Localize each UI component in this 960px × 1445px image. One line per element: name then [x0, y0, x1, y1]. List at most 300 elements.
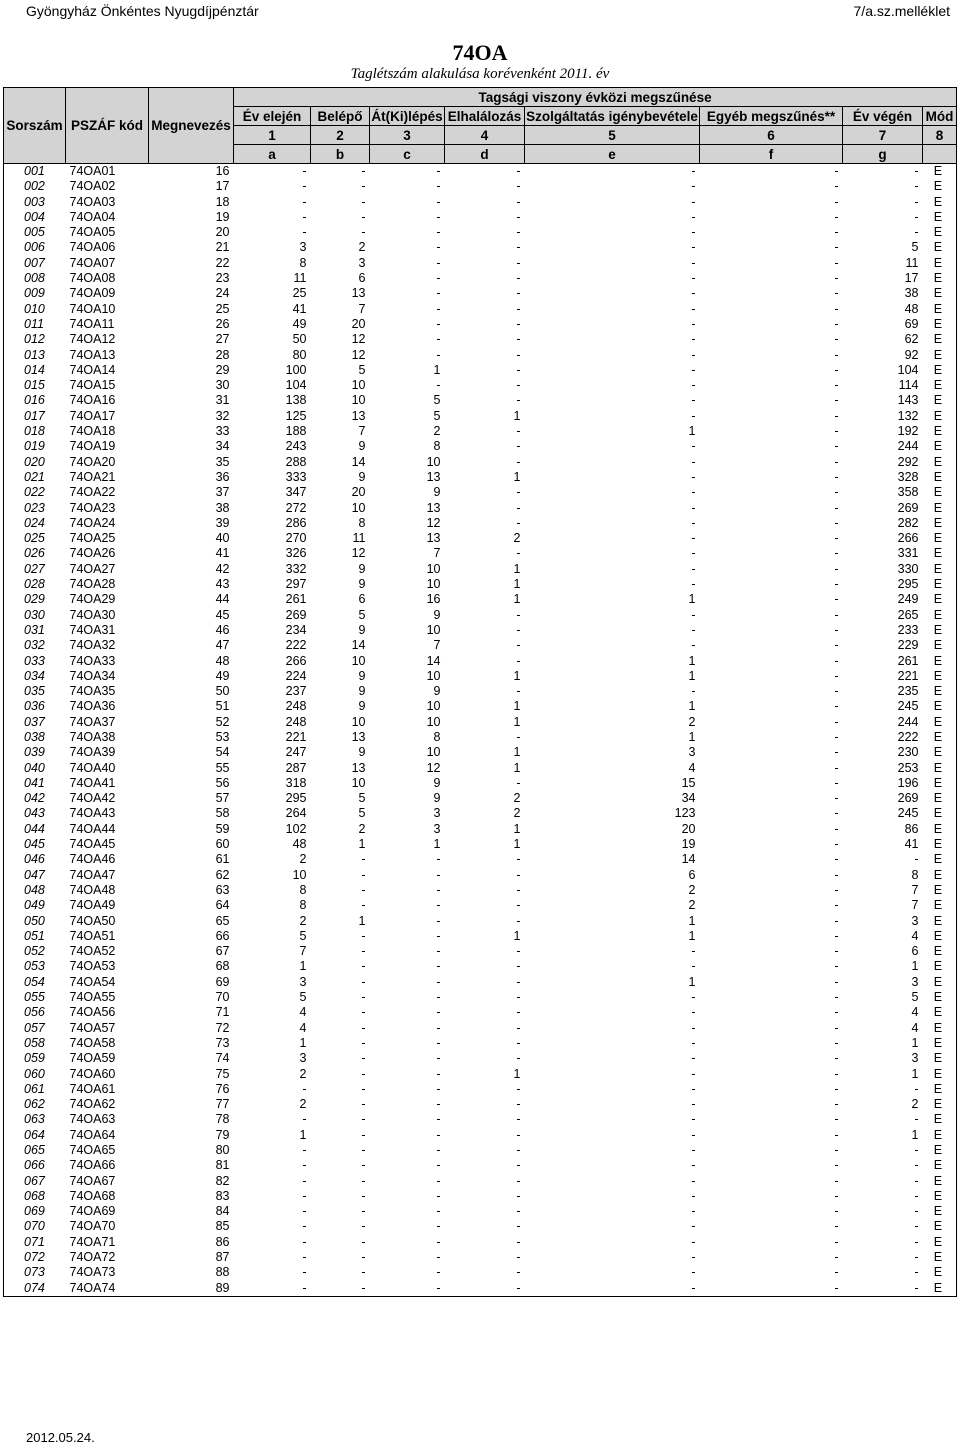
table-cell: -: [914, 852, 919, 867]
table-row: [4, 975, 957, 990]
table-cell: 75: [215, 1066, 230, 1081]
table-cell: 7: [299, 944, 307, 959]
table-cell: -: [834, 301, 839, 316]
table-cell: E: [933, 714, 943, 729]
table-cell: 19: [681, 837, 696, 852]
table-cell: 59: [215, 821, 230, 836]
table-cell: 050: [24, 913, 45, 928]
table-row: [4, 806, 957, 821]
table-row: [4, 1005, 957, 1020]
table-cell: 85: [215, 1219, 230, 1234]
table-cell: E: [933, 913, 943, 928]
table-row: [4, 730, 957, 745]
table-cell: -: [361, 959, 366, 974]
table-cell: 266: [285, 653, 307, 668]
table-cell: 73: [215, 1035, 230, 1050]
table-cell: 14: [426, 653, 441, 668]
table-cell: 26: [215, 316, 230, 331]
table-cell: -: [691, 1143, 696, 1157]
table-cell: 76: [215, 1081, 230, 1096]
table-cell: -: [516, 607, 521, 622]
table-cell: 20: [351, 316, 366, 331]
table-cell: -: [834, 990, 839, 1005]
table-cell: 18: [215, 194, 230, 209]
table-cell: 48: [215, 653, 230, 668]
table-cell: -: [691, 393, 696, 408]
header-letter: c: [370, 145, 445, 164]
table-cell: 9: [433, 775, 441, 790]
table-cell: 1: [433, 362, 441, 377]
table-cell: 230: [897, 745, 919, 760]
table-cell: -: [691, 561, 696, 576]
table-cell: -: [834, 1005, 839, 1020]
table-cell: 23: [215, 271, 230, 286]
table-cell: 8: [433, 439, 441, 454]
table-cell: 2: [513, 791, 521, 806]
table-cell: 57: [215, 791, 230, 806]
table-cell: 269: [897, 500, 919, 515]
table-cell: E: [933, 882, 943, 897]
table-row: [4, 1082, 957, 1097]
table-cell: E: [933, 332, 943, 347]
header-num: 7: [843, 126, 923, 145]
table-cell: -: [834, 1250, 839, 1265]
table-body: [4, 164, 957, 1297]
table-cell: -: [516, 1097, 521, 1112]
table-cell: -: [436, 1112, 441, 1127]
table-cell: -: [516, 347, 521, 362]
table-cell: 070: [24, 1219, 45, 1234]
table-cell: 74OA61: [69, 1081, 116, 1096]
table-cell: 25: [292, 286, 307, 301]
table-cell: 2: [299, 1066, 307, 1081]
table-cell: -: [914, 1188, 919, 1203]
header-num: 6: [700, 126, 843, 145]
table-cell: E: [933, 898, 943, 913]
table-cell: 328: [897, 469, 919, 484]
table-cell: -: [691, 1158, 696, 1173]
table-cell: 74OA06: [69, 240, 116, 255]
table-cell: -: [834, 806, 839, 821]
table-cell: -: [834, 500, 839, 515]
table-cell: 237: [285, 684, 307, 699]
table-row: [4, 409, 957, 424]
table-cell: 9: [358, 668, 366, 683]
table-cell: 012: [24, 332, 45, 347]
table-cell: 066: [24, 1158, 45, 1173]
table-cell: -: [516, 1280, 521, 1295]
table-cell: -: [834, 347, 839, 362]
table-cell: 74OA67: [69, 1173, 116, 1188]
table-cell: 70: [215, 990, 230, 1005]
table-cell: 74OA69: [69, 1204, 116, 1219]
table-cell: -: [691, 577, 696, 592]
table-cell: -: [436, 347, 441, 362]
table-cell: -: [302, 1219, 307, 1234]
table-cell: -: [436, 1188, 441, 1203]
table-cell: -: [516, 515, 521, 530]
table-cell: -: [516, 378, 521, 393]
table-cell: E: [933, 485, 943, 500]
table-cell: 058: [24, 1035, 45, 1050]
table-cell: 74OA48: [69, 882, 116, 897]
table-cell: -: [361, 974, 366, 989]
table-cell: 1: [688, 928, 696, 943]
table-cell: 65: [215, 913, 230, 928]
table-cell: 3: [299, 1051, 307, 1066]
table-cell: -: [436, 316, 441, 331]
table-cell: 16: [215, 164, 230, 178]
table-cell: -: [361, 1250, 366, 1265]
table-cell: 74OA64: [69, 1127, 116, 1142]
table-cell: -: [436, 1143, 441, 1157]
table-cell: E: [933, 1020, 943, 1035]
table-cell: -: [361, 898, 366, 913]
table-cell: -: [516, 882, 521, 897]
table-cell: -: [436, 990, 441, 1005]
table-cell: 057: [24, 1020, 45, 1035]
table-cell: 222: [897, 729, 919, 744]
table-cell: 143: [897, 393, 919, 408]
table-cell: -: [691, 408, 696, 423]
table-cell: 60: [215, 837, 230, 852]
table-cell: 5: [299, 928, 307, 943]
table-cell: E: [933, 531, 943, 546]
table-cell: 74OA04: [69, 209, 116, 224]
table-cell: -: [834, 1280, 839, 1295]
table-cell: 41: [904, 837, 919, 852]
table-cell: -: [691, 454, 696, 469]
table-cell: 38: [215, 500, 230, 515]
table-cell: -: [436, 1081, 441, 1096]
table-cell: -: [691, 225, 696, 240]
table-cell: 1: [911, 1127, 919, 1142]
table-cell: -: [691, 1005, 696, 1020]
table-cell: 69: [215, 974, 230, 989]
table-cell: 330: [897, 561, 919, 576]
table-cell: 12: [426, 515, 441, 530]
table-cell: E: [933, 301, 943, 316]
table-cell: 1: [513, 408, 521, 423]
table-cell: 74OA31: [69, 622, 116, 637]
table-cell: -: [691, 1265, 696, 1280]
table-cell: 74OA65: [69, 1143, 116, 1157]
table-cell: -: [361, 1035, 366, 1050]
table-cell: 83: [215, 1188, 230, 1203]
table-cell: 286: [285, 515, 307, 530]
table-cell: 028: [24, 577, 45, 592]
table-cell: 74OA72: [69, 1250, 116, 1265]
table-cell: -: [516, 1005, 521, 1020]
header-col: Szolgáltatás igénybevétele: [526, 108, 698, 124]
header-letter: g: [843, 145, 923, 164]
header-letter: f: [700, 145, 843, 164]
table-cell: 74OA62: [69, 1097, 116, 1112]
table-cell: 74OA47: [69, 867, 116, 882]
table-cell: -: [516, 362, 521, 377]
header-megnevezes: Megnevezés: [149, 88, 234, 164]
table-cell: 001: [24, 164, 45, 178]
table-cell: 64: [215, 898, 230, 913]
table-cell: -: [691, 179, 696, 194]
table-cell: -: [834, 684, 839, 699]
table-cell: 10: [351, 378, 366, 393]
table-cell: -: [516, 1035, 521, 1050]
table-cell: -: [516, 898, 521, 913]
table-cell: -: [516, 424, 521, 439]
table-cell: 74OA68: [69, 1188, 116, 1203]
table-cell: -: [691, 607, 696, 622]
table-cell: -: [691, 546, 696, 561]
table-cell: -: [691, 209, 696, 224]
table-cell: 87: [215, 1250, 230, 1265]
table-cell: E: [933, 684, 943, 699]
table-cell: 74OA74: [69, 1280, 116, 1295]
header-col: Év elején: [234, 107, 311, 126]
table-cell: 10: [426, 668, 441, 683]
table-cell: 1: [513, 577, 521, 592]
table-cell: 74OA17: [69, 408, 116, 423]
table-cell: 78: [215, 1112, 230, 1127]
table-cell: -: [834, 393, 839, 408]
table-cell: 74OA70: [69, 1219, 116, 1234]
table-cell: 048: [24, 882, 45, 897]
table-cell: 67: [215, 944, 230, 959]
table-row: [4, 1204, 957, 1219]
table-cell: 035: [24, 684, 45, 699]
table-cell: -: [516, 546, 521, 561]
table-cell: 358: [897, 485, 919, 500]
table-cell: 3: [688, 745, 696, 760]
table-cell: 2: [299, 913, 307, 928]
table-cell: 5: [433, 393, 441, 408]
table-row: [4, 271, 957, 286]
header-letter: d: [445, 145, 525, 164]
table-cell: 9: [433, 607, 441, 622]
table-cell: -: [516, 194, 521, 209]
table-cell: -: [834, 1035, 839, 1050]
table-row: [4, 1097, 957, 1112]
table-cell: 74OA53: [69, 959, 116, 974]
table-cell: -: [361, 1143, 366, 1157]
table-cell: 068: [24, 1188, 45, 1203]
table-cell: -: [361, 1158, 366, 1173]
table-cell: -: [361, 1204, 366, 1219]
table-cell: -: [516, 638, 521, 653]
table-row: [4, 546, 957, 561]
table-cell: 269: [897, 791, 919, 806]
table-cell: 266: [897, 531, 919, 546]
table-cell: 74OA50: [69, 913, 116, 928]
table-cell: 7: [358, 301, 366, 316]
table-cell: 073: [24, 1265, 45, 1280]
table-cell: E: [933, 1066, 943, 1081]
table-cell: 74OA29: [69, 592, 116, 607]
table-cell: -: [834, 1097, 839, 1112]
table-cell: -: [361, 1173, 366, 1188]
table-cell: 74OA23: [69, 500, 116, 515]
table-cell: 74OA55: [69, 990, 116, 1005]
table-cell: 9: [358, 699, 366, 714]
table-cell: -: [361, 1066, 366, 1081]
table-cell: E: [933, 1265, 943, 1280]
table-cell: -: [436, 225, 441, 240]
table-cell: 229: [897, 638, 919, 653]
table-cell: E: [933, 867, 943, 882]
table-cell: -: [914, 209, 919, 224]
table-cell: E: [933, 194, 943, 209]
table-cell: -: [361, 1280, 366, 1295]
table-cell: 74OA52: [69, 944, 116, 959]
table-cell: 019: [24, 439, 45, 454]
table-cell: -: [834, 378, 839, 393]
table-cell: 13: [426, 500, 441, 515]
table-cell: -: [834, 653, 839, 668]
table-row: [4, 959, 957, 974]
table-cell: 270: [285, 531, 307, 546]
table-cell: 74OA51: [69, 928, 116, 943]
table-cell: -: [834, 959, 839, 974]
table-cell: 74OA27: [69, 561, 116, 576]
table-cell: 114: [898, 378, 919, 393]
table-cell: 138: [285, 393, 307, 408]
table-cell: 011: [24, 316, 44, 331]
table-cell: 84: [215, 1204, 230, 1219]
table-cell: -: [834, 1204, 839, 1219]
table-cell: -: [436, 209, 441, 224]
table-cell: -: [914, 1081, 919, 1096]
table-cell: 10: [426, 454, 441, 469]
table-cell: 4: [911, 1005, 919, 1020]
table-cell: 104: [285, 378, 307, 393]
table-cell: -: [516, 1020, 521, 1035]
table-cell: -: [436, 1127, 441, 1142]
page-title: 74OA: [452, 40, 508, 65]
table-cell: 11: [293, 271, 307, 286]
table-cell: 4: [299, 1020, 307, 1035]
table-cell: 74OA38: [69, 729, 116, 744]
table-cell: 292: [897, 454, 919, 469]
table-cell: 7: [433, 638, 441, 653]
table-cell: E: [933, 821, 943, 836]
table-cell: 74OA30: [69, 607, 116, 622]
table-cell: -: [691, 515, 696, 530]
table-cell: E: [933, 286, 943, 301]
table-cell: -: [302, 194, 307, 209]
table-cell: -: [436, 332, 441, 347]
table-cell: -: [691, 1051, 696, 1066]
table-cell: 13: [351, 760, 366, 775]
table-cell: -: [834, 332, 839, 347]
table-cell: -: [516, 867, 521, 882]
table-cell: -: [691, 1035, 696, 1050]
table-cell: 069: [24, 1204, 45, 1219]
table-cell: E: [933, 1204, 943, 1219]
table-cell: 123: [674, 806, 696, 821]
table-cell: 3: [358, 255, 366, 270]
table-cell: -: [834, 821, 839, 836]
table-cell: -: [691, 1097, 696, 1112]
table-cell: -: [302, 1158, 307, 1173]
table-cell: 92: [904, 347, 919, 362]
table-cell: 7: [911, 898, 919, 913]
table-cell: -: [516, 974, 521, 989]
table-cell: -: [516, 1127, 521, 1142]
table-cell: -: [834, 577, 839, 592]
table-cell: E: [933, 500, 943, 515]
table-row: [4, 1128, 957, 1143]
table-cell: 235: [897, 684, 919, 699]
table-cell: E: [933, 1051, 943, 1066]
table-cell: 74: [215, 1051, 230, 1066]
table-cell: -: [691, 1020, 696, 1035]
table-cell: E: [933, 1188, 943, 1203]
table-cell: 041: [24, 775, 45, 790]
table-row: [4, 822, 957, 837]
fund-name: Gyöngyház Önkéntes Nyugdíjpénztár: [26, 3, 259, 19]
table-cell: E: [933, 546, 943, 561]
table-cell: 80: [215, 1143, 230, 1157]
table-cell: 74OA57: [69, 1020, 116, 1035]
header-col: Év végén: [843, 107, 923, 126]
table-cell: 249: [897, 592, 919, 607]
table-cell: E: [933, 1112, 943, 1127]
table-cell: 74OA54: [69, 974, 116, 989]
header-letter: e: [525, 145, 700, 164]
table-cell: -: [436, 164, 441, 178]
table-cell: -: [691, 469, 696, 484]
table-cell: 2: [513, 531, 521, 546]
table-cell: 1: [513, 592, 521, 607]
table-cell: -: [436, 928, 441, 943]
header-pszaf-kod: PSZÁF kód: [66, 88, 149, 164]
table-cell: 74OA44: [69, 821, 116, 836]
table-cell: -: [834, 179, 839, 194]
table-cell: 62: [215, 867, 230, 882]
table-cell: E: [933, 974, 943, 989]
table-cell: -: [516, 1204, 521, 1219]
table-cell: -: [436, 255, 441, 270]
table-cell: E: [933, 408, 943, 423]
table-cell: 8: [299, 882, 307, 897]
table-cell: -: [361, 1005, 366, 1020]
table-cell: -: [302, 1234, 307, 1249]
table-cell: 2: [688, 882, 696, 897]
table-cell: 331: [897, 546, 919, 561]
table-row: [4, 240, 957, 255]
table-cell: -: [691, 1081, 696, 1096]
table-cell: 51: [215, 699, 230, 714]
table-cell: 036: [24, 699, 45, 714]
table-cell: -: [914, 1250, 919, 1265]
table-cell: 272: [285, 500, 307, 515]
table-cell: 74OA34: [69, 668, 116, 683]
table-row: [4, 531, 957, 546]
header-num: 2: [311, 126, 370, 145]
table-cell: 333: [285, 469, 307, 484]
table-cell: E: [933, 638, 943, 653]
table-cell: 6: [688, 867, 696, 882]
table-cell: E: [933, 1234, 943, 1249]
table-cell: -: [516, 990, 521, 1005]
table-cell: 4: [911, 1020, 919, 1035]
table-cell: 2: [358, 240, 366, 255]
table-cell: -: [361, 852, 366, 867]
table-cell: 4: [911, 928, 919, 943]
table-row: [4, 1021, 957, 1036]
table-cell: 74OA07: [69, 255, 116, 270]
table-cell: -: [516, 209, 521, 224]
